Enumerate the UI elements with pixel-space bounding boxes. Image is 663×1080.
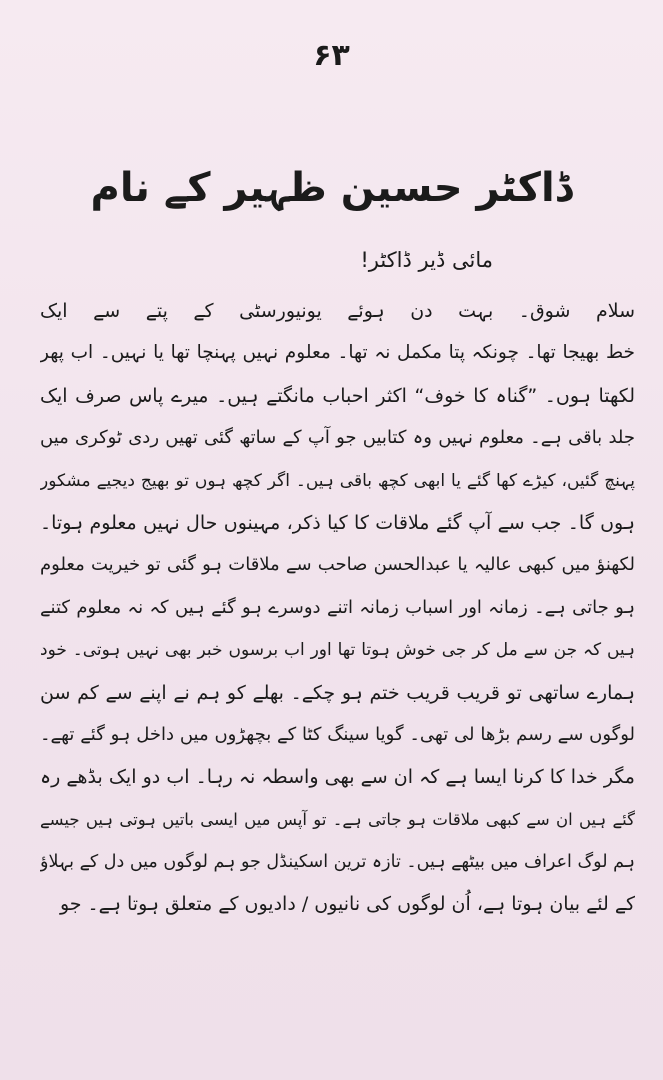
body-line: لکھنؤ میں کبھی عالیہ یا عبدالحسن صاحب سے ملاقات ہو گئی تو خیریت معلوم bbox=[40, 554, 635, 576]
body-line: مگر خدا کا کرنا ایسا ہے کہ ان سے بھی واسطہ نہ رہا۔ اب دو ایک بڈھے رہ bbox=[40, 766, 635, 789]
body-line: ہیں کہ جن سے مل کر جی خوش ہوتا تھا اور اب برسوں خبر بھی نہیں ہوتی۔ خود bbox=[40, 640, 635, 661]
body-line: خط بھیجا تھا۔ چونکہ پتا مکمل نہ تھا۔ معلوم نہیں پہنچا تھا یا نہیں۔ اب پھر bbox=[40, 342, 635, 364]
body-line: ہمارے ساتھی تو قریب قریب ختم ہو چکے۔ بھلے کو ہم نے اپنے سے کم سن bbox=[40, 681, 635, 704]
body-line: سلام شوق۔ بہت دن ہوئے یونیورسٹی کے پتے سے ایک bbox=[40, 300, 635, 322]
body-line: ہم لوگ اعراف میں بیٹھے ہیں۔ تازہ ترین اسکینڈل جو ہم لوگوں میں دل کے بہلاؤ bbox=[40, 852, 635, 873]
body-line: جلد باقی ہے۔ معلوم نہیں وہ کتابیں جو آپ کے ساتھ گئی تھیں ردی ٹوکری میں bbox=[40, 427, 635, 449]
body-line: ہو جاتی ہے۔ زمانہ اور اسباب زمانہ اتنے دوسرے ہو گئے ہیں کہ نہ معلوم کتنے bbox=[40, 596, 635, 618]
letter-heading: ڈاکٹر حسین ظہیر کے نام bbox=[90, 165, 573, 211]
body-line: گئے ہیں ان سے کبھی ملاقات ہو جاتی ہے۔ تو آپس میں ایسی باتیں ہوتی ہیں جیسے bbox=[40, 809, 635, 829]
body-line: ہوں گا۔ جب سے آپ گئے ملاقات کا کیا ذکر، مہینوں حال نہیں معلوم ہوتا۔ bbox=[40, 511, 635, 534]
letter-body bbox=[40, 290, 635, 926]
body-line: لوگوں سے رسم بڑھا لی تھی۔ گویا سینگ کٹا کے بچھڑوں میں داخل ہو گئے تھے۔ bbox=[40, 723, 635, 745]
page-number: ۶۳ bbox=[313, 38, 350, 73]
body-line: لکھتا ہوں۔ ”گناہ کا خوف“ اکثر احباب مانگتے ہیں۔ میرے پاس صرف ایک bbox=[40, 384, 635, 407]
body-line: کے لئے بیان ہوتا ہے، اُن لوگوں کی نانیوں / دادیوں کے متعلق ہوتا ہے۔ جو bbox=[59, 893, 635, 916]
body-line: پہنچ گئیں، کیڑے کھا گئے یا ابھی کچھ باقی ہیں۔ اگر کچھ ہوں تو بھیج دیجیے مشکور bbox=[40, 470, 635, 491]
salutation: مائی ڈیر ڈاکٹر! bbox=[360, 248, 493, 272]
